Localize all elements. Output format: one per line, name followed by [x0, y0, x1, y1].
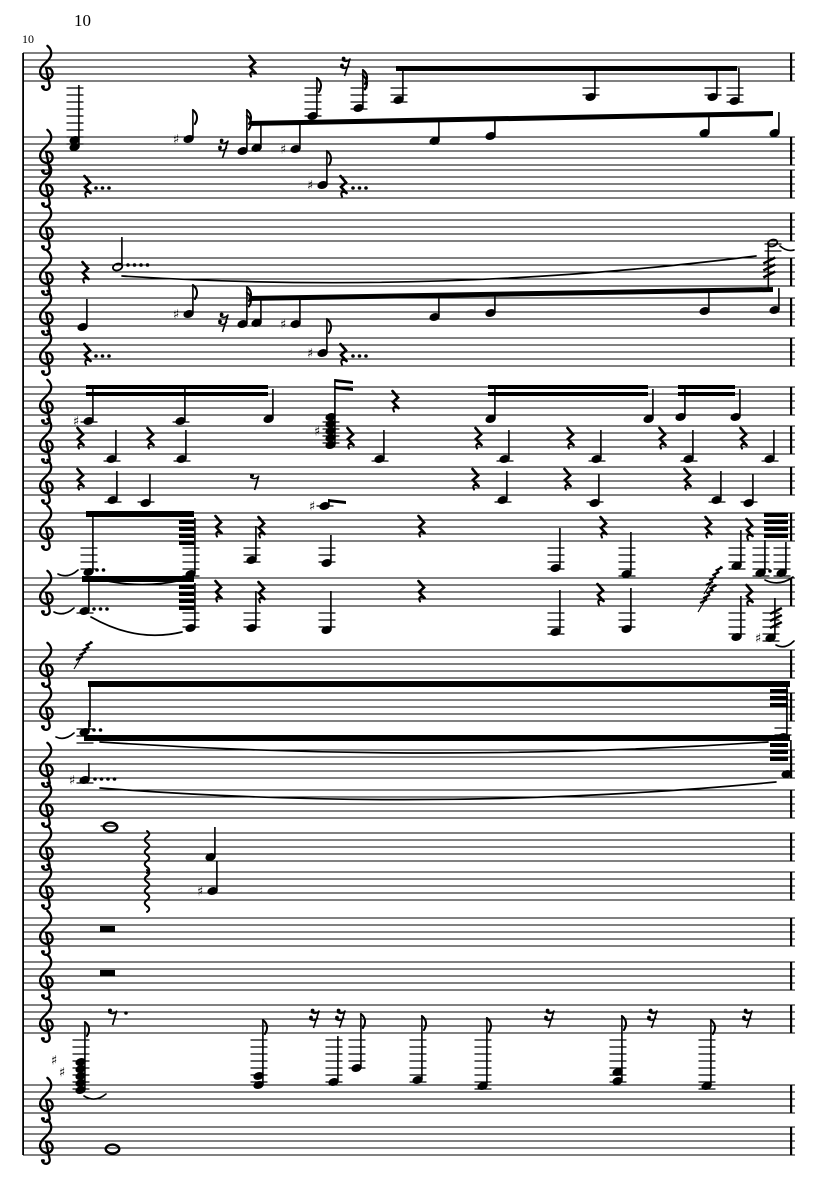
note [699, 1020, 716, 1091]
barline [790, 426, 792, 454]
tie [56, 733, 74, 738]
note [77, 299, 88, 332]
staff-13 [23, 643, 795, 687]
tremolo-beams [770, 743, 788, 761]
treble-clef-icon [40, 506, 53, 550]
svg-text:♯: ♯ [58, 1065, 66, 1081]
barline [790, 918, 792, 946]
beam [488, 392, 648, 396]
quarter-rest [747, 585, 753, 606]
staff-6 [23, 285, 795, 335]
staff-16 [23, 763, 795, 827]
chord [67, 85, 84, 152]
beam [328, 499, 346, 504]
svg-text:♯: ♯ [306, 346, 314, 362]
augmentation-dots [92, 728, 102, 732]
quarter-rest [250, 56, 256, 77]
tremolo-beams [179, 520, 194, 545]
tremolo-beams [764, 513, 788, 538]
treble-clef-icon [40, 911, 53, 955]
note [699, 114, 710, 138]
sharp-accidental [51, 1054, 57, 1069]
note [729, 530, 746, 571]
arpeggio-squiggle [145, 831, 150, 873]
quarter-rest [568, 428, 574, 449]
quarter-rest [419, 516, 425, 537]
note [138, 474, 155, 508]
svg-text:♯: ♯ [72, 414, 80, 430]
treble-clef-icon [40, 1078, 53, 1122]
beam [250, 287, 773, 301]
augmentation-dots [94, 354, 111, 358]
quarter-rest [419, 581, 425, 602]
note [173, 110, 197, 148]
note [112, 237, 123, 272]
beam [86, 511, 194, 517]
barline [790, 1085, 792, 1113]
treble-clef-icon [40, 331, 53, 375]
svg-text:♯: ♯ [172, 307, 180, 323]
barline [790, 137, 792, 165]
quarter-rest [341, 344, 347, 365]
treble-clef-icon [40, 460, 53, 504]
barline [790, 298, 792, 326]
note [349, 1014, 366, 1073]
staff-17 [23, 823, 795, 873]
note [774, 542, 791, 578]
note [173, 285, 197, 323]
svg-text:♯: ♯ [68, 773, 76, 789]
note [280, 121, 301, 158]
beam [488, 385, 648, 389]
chord [314, 379, 340, 450]
note [244, 526, 261, 565]
eighth-rest [108, 1009, 117, 1026]
arpeggio-squiggle [145, 870, 150, 912]
note [205, 827, 216, 862]
note [307, 319, 331, 362]
note [391, 68, 408, 105]
note [351, 70, 368, 113]
svg-text:♯: ♯ [50, 1053, 58, 1069]
note [307, 151, 331, 194]
treble-clef-icon [40, 1120, 53, 1164]
treble-clef-icon [40, 46, 53, 90]
note [429, 119, 440, 146]
note [251, 123, 262, 153]
quarter-rest [85, 344, 91, 365]
note [326, 1036, 343, 1087]
barline [790, 467, 792, 495]
staff-3 [23, 151, 795, 207]
quarter-rest [565, 469, 571, 490]
tremolo-beams [770, 689, 788, 707]
beam [678, 385, 735, 389]
quarter-rest [660, 428, 666, 449]
note [475, 1018, 492, 1091]
treble-clef-icon [40, 955, 53, 999]
barline [790, 1005, 792, 1033]
barline [790, 53, 792, 81]
grace-run [74, 641, 93, 669]
staff-7 [23, 319, 795, 375]
tie [84, 1094, 106, 1099]
note [69, 763, 94, 789]
note [251, 298, 262, 328]
svg-text:♯: ♯ [279, 317, 287, 333]
treble-clef-icon [40, 865, 53, 909]
note [237, 110, 251, 156]
treble-clef-icon [40, 571, 53, 615]
note [319, 535, 336, 568]
svg-text:♯: ♯ [279, 142, 287, 158]
staff-14 [23, 681, 795, 742]
augmentation-dots [768, 569, 772, 573]
note [741, 474, 758, 508]
tie [91, 617, 182, 635]
whole-rest [100, 970, 115, 976]
quarter-rest [598, 584, 604, 605]
beam [82, 576, 194, 582]
barline [790, 693, 792, 721]
barline [790, 578, 792, 606]
barline [790, 338, 792, 366]
whole-rest [100, 926, 115, 932]
beam [84, 735, 790, 741]
staff-23 [23, 1120, 795, 1164]
staff-12 [23, 571, 795, 669]
staff-20 [23, 955, 795, 999]
quarter-rest [216, 516, 222, 537]
note [583, 68, 600, 102]
augmentation-dots [95, 568, 105, 572]
treble-clef-icon [40, 783, 53, 827]
staff-9 [23, 419, 795, 464]
quarter-rest [148, 428, 154, 449]
barline [790, 1127, 792, 1155]
barline [790, 790, 792, 818]
staff-18 [23, 861, 795, 912]
treble-clef-icon [40, 998, 53, 1042]
sharp-accidental [59, 1066, 65, 1081]
treble-clef-icon [40, 643, 53, 687]
barline [790, 258, 792, 286]
note [619, 588, 636, 634]
quarter-rest [348, 428, 354, 449]
quarter-rest [78, 469, 84, 490]
tie [780, 246, 794, 251]
barline [790, 650, 792, 678]
staff-21 [23, 998, 795, 1099]
beam [86, 385, 268, 389]
quarter-rest [85, 176, 91, 197]
note [197, 861, 218, 900]
note [729, 596, 746, 642]
svg-text:♯: ♯ [313, 424, 321, 440]
note [755, 598, 782, 647]
note [81, 515, 98, 577]
tie [776, 641, 794, 647]
quarter-rest [216, 581, 222, 602]
barline [790, 962, 792, 990]
staff-15 [23, 720, 795, 787]
note [587, 474, 604, 508]
staff-4 [23, 206, 795, 250]
staff-2 [23, 110, 795, 174]
whole-note [106, 1145, 120, 1154]
svg-text:♯: ♯ [172, 132, 180, 148]
note [319, 591, 336, 635]
note [305, 78, 322, 121]
note [548, 528, 565, 573]
treble-clef-icon [40, 291, 53, 335]
treble-clef-icon [40, 419, 53, 463]
tie [58, 570, 78, 576]
treble-clef-icon [40, 251, 53, 295]
quarter-rest [685, 469, 691, 490]
chord [251, 1020, 268, 1090]
augmentation-dots [351, 354, 368, 358]
staff-5 [23, 237, 795, 295]
staff-22 [23, 1078, 795, 1122]
barline [790, 513, 792, 541]
note [237, 287, 251, 329]
svg-text:♯: ♯ [754, 631, 762, 647]
barline [790, 170, 792, 198]
staff-8 [23, 379, 795, 450]
augmentation-dots [124, 1011, 128, 1015]
tie [100, 742, 768, 753]
barline [790, 872, 792, 900]
augmentation-dots [92, 607, 109, 611]
treble-clef-icon [40, 380, 53, 424]
beam [86, 392, 268, 396]
barline [790, 387, 792, 415]
barline [790, 213, 792, 241]
measure-number-small: 10 [22, 32, 34, 46]
tremolo-beams [179, 585, 194, 610]
svg-text:♯: ♯ [306, 178, 314, 194]
barline [790, 833, 792, 861]
whole-note [101, 823, 118, 832]
treble-clef-icon [40, 206, 53, 250]
svg-text:♯: ♯ [308, 499, 316, 515]
note [705, 68, 722, 102]
sixteenth-rest [218, 313, 228, 332]
beam [335, 379, 353, 384]
beam [396, 66, 737, 71]
note [753, 540, 770, 578]
augmentation-dots [351, 186, 368, 190]
tie [54, 608, 74, 614]
treble-clef-icon [40, 686, 53, 730]
treble-clef-icon [40, 743, 53, 787]
augmentation-dots [94, 186, 111, 190]
note [244, 591, 261, 633]
quarter-rest [341, 176, 347, 197]
staff-10 [23, 460, 795, 508]
measure-number: 10 [74, 11, 91, 30]
beam [678, 392, 735, 396]
treble-clef-icon [40, 826, 53, 870]
quarter-rest [476, 428, 482, 449]
note [548, 590, 565, 637]
quarter-rest [747, 519, 753, 540]
staff-1 [23, 46, 795, 152]
svg-text:♯: ♯ [196, 884, 204, 900]
sixteenth-rest [218, 139, 228, 158]
quarter-rest [473, 469, 479, 490]
note [619, 532, 636, 579]
quarter-rest [78, 428, 84, 449]
quarter-rest [741, 428, 747, 449]
staff-19 [23, 911, 795, 955]
beam [250, 111, 773, 126]
beam [88, 681, 790, 687]
note [280, 296, 301, 333]
